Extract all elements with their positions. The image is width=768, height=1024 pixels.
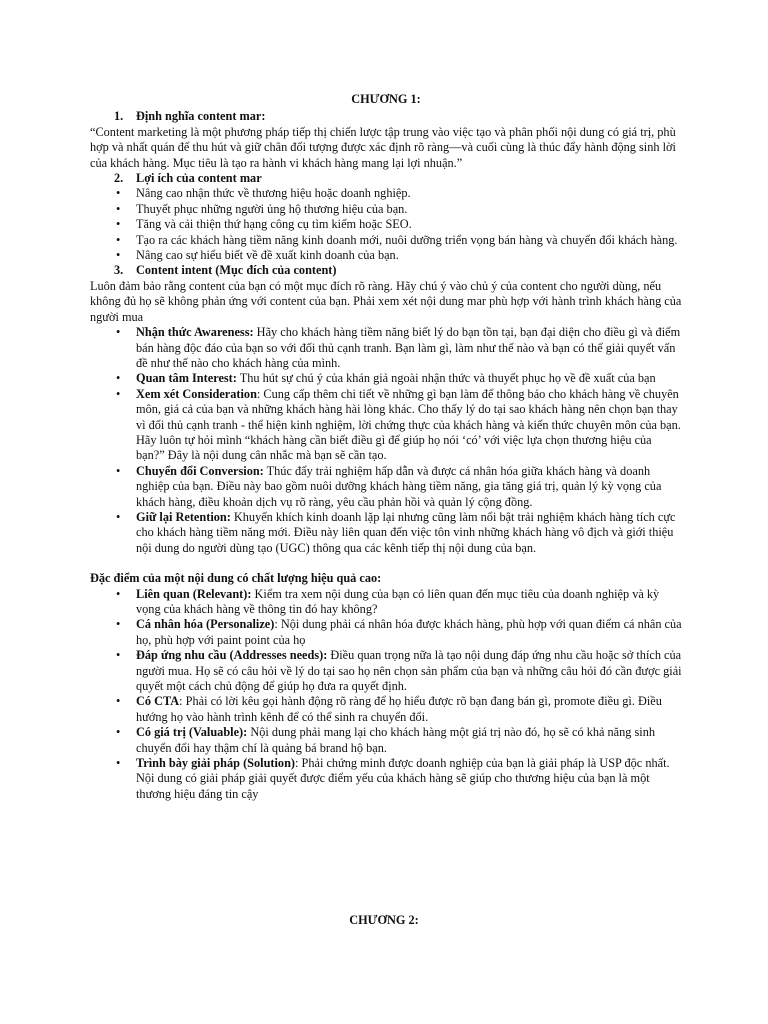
list-item: [116, 756, 682, 802]
list-item-term: Trình bày giải pháp (Solution): [136, 756, 296, 771]
list-item-term: Chuyển đổi Conversion:: [136, 463, 264, 478]
bullet-icon: •: [116, 756, 121, 771]
list-item-term: Có giá trị (Valuable):: [136, 725, 248, 740]
list-item-term: Quan tâm Interest:: [136, 371, 237, 386]
list-item-text: Hãy cho khách hàng tiềm năng biết lý do bạn tồn tại, bạn đại diện cho điều gì và điểm bán hàng độc đáo của bạn so với đối thủ cạnh tranh. Bạn làm gì, làm như thế nào và bạn có thể giải quyết vấn đề như thế nào cho khách hàng của mình.: [136, 325, 681, 370]
list-item-term: Đáp ứng nhu cầu (Addresses needs):: [136, 648, 328, 663]
list-item-text: Thu hút sự chú ý của khán giả ngoài nhận thức và thuyết phục họ về đề xuất của bạn: [236, 371, 656, 386]
list-item-text: : Phải có lời kêu gọi hành động rõ ràng để họ hiểu được rõ bạn đang bán gì, promote điều gì. Điều hướng họ vào hành trình kênh để có thể sinh ra chuyển đổi.: [136, 694, 662, 724]
list-item: • Thuyết phục những người ủng hộ thương hiệu của bạn.: [116, 201, 408, 216]
list-item: • Tạo ra các khách hàng tiềm năng kinh doanh mới, nuôi dưỡng triển vọng bán hàng và chuyển đổi khách hàng.: [116, 232, 678, 247]
bullet-icon: •: [116, 694, 121, 709]
section-3-heading: [90, 263, 682, 278]
bullet-icon: •: [116, 217, 121, 232]
bullet-icon: •: [116, 201, 121, 216]
list-item-text: Điều quan trọng nữa là tạo nội dung đáp ứng nhu cầu hoặc sở thích của người mua. Họ sẽ có câu hỏi về lý do tại sao họ nên chọn sản phẩm của bạn và những câu hỏi đó cần được giải quyết một cách chủ động để giúp họ đưa ra quyết định.: [136, 648, 682, 694]
list-item: [116, 725, 682, 756]
list-item-text: Kiểm tra xem nội dung của bạn có liên quan đến mục tiêu của doanh nghiệp và kỳ vọng của khách hàng về thông tin đó hay không?: [136, 586, 660, 616]
chapter-2-title: CHƯƠNG 2:: [349, 913, 419, 927]
section-2-heading: [90, 171, 682, 186]
section-1-number: 1.: [114, 109, 124, 124]
list-item: • Nâng cao sự hiểu biết về đề xuất kinh doanh của bạn.: [116, 248, 399, 263]
list-item-text: : Phải chứng minh được doanh nghiệp của bạn là giải pháp là USP độc nhất. Nội dung có giải pháp giải quyết được điểm yếu của khách hàng sẽ giúp cho thương hiệu của bạn là một thương hiệu đáng tin cậy: [136, 756, 670, 801]
list-item-term: Liên quan (Relevant):: [136, 586, 252, 601]
document-page: [90, 92, 682, 802]
bullet-icon: •: [116, 725, 121, 740]
list-item-term: Giữ lại Retention:: [136, 509, 231, 524]
section-2-heading-text: Lợi ích của content mar: [136, 171, 262, 186]
bullet-icon: •: [116, 509, 121, 524]
list-item-text: : Cung cấp thêm chi tiết về những gì bạn làm để thông báo cho khách hàng về chuyên môn, giá cả của bạn và những khách hàng hài lòng khác. Cho thấy lý do tại sao khách hàng nên chọn bạn thay vì đối thủ cạnh tranh - thể hiện kinh nghiệm, lời chứng thực của khách hàng và kiến thức chuyên môn của bạn. Hãy luôn tự hỏi mình “khách hàng cần biết điều gì để giúp họ nói ‘có’ với việc lựa chọn thương hiệu của bạn?” Đây là nội dung cân nhắc mà bạn sẽ cần tạo.: [136, 386, 681, 463]
quality-list: [90, 587, 682, 803]
list-item-term: Nhận thức Awareness:: [136, 325, 254, 340]
list-item: [116, 325, 682, 371]
bullet-icon: •: [116, 617, 121, 632]
spacer: [90, 556, 682, 571]
bullet-icon: •: [116, 586, 121, 601]
bullet-icon: •: [116, 186, 121, 201]
list-item: [116, 694, 682, 725]
quality-content-heading: Đặc điểm của một nội dung có chất lượng hiệu quả cao:: [90, 571, 382, 586]
list-item: [116, 648, 682, 694]
content-marketing-definition: “Content marketing là một phương pháp tiếp thị chiến lược tập trung vào việc tạo và phân phối nội dung có giá trị, phù hợp và nhất quán để thu hút và giữ chân đối tượng được xác định rõ ràng—và cuối cùng là thúc đẩy hành động sinh lời của khách hàng. Mục tiêu là tạo ra hành vi khách hàng mang lại lợi nhuận.”: [90, 124, 676, 170]
chapter-1-title: CHƯƠNG 1:: [351, 92, 421, 106]
bullet-icon: •: [116, 248, 121, 263]
section-1-heading: [90, 109, 682, 124]
list-item-text: Nội dung phải mang lại cho khách hàng một giá trị nào đó, họ sẽ có khả năng sinh chuyển đổi hay thậm chí là quảng bá brand hộ bạn.: [136, 725, 656, 755]
list-item: • Tăng và cải thiện thứ hạng công cụ tìm kiếm hoặc SEO.: [116, 217, 412, 232]
section-3-number: 3.: [114, 263, 124, 278]
list-item-term: Cá nhân hóa (Personalize): [136, 617, 275, 632]
bullet-icon: •: [116, 232, 121, 247]
list-item-term: Có CTA: [136, 694, 180, 709]
list-item-text: Khuyến khích kinh doanh lặp lại nhưng cũng làm nổi bật trải nghiệm khách hàng tích cực cho khách hàng tiềm năng mới. Điều này liên quan đến việc tôn vinh những khách hàng vô địch và giới thiệu nội dung do người dùng tạo (UGC) thông qua các kênh tiếp thị nội dung của bạn.: [136, 509, 676, 555]
list-item: [116, 463, 682, 510]
benefits-list: [90, 186, 682, 263]
list-item: • Nâng cao nhận thức về thương hiệu hoặc doanh nghiệp.: [116, 186, 411, 201]
section-3-heading-text: Content intent (Mục đích của content): [136, 263, 337, 278]
list-item: [116, 617, 682, 648]
list-item-text: : Nội dung phải cá nhân hóa được khách hàng, phù hợp với quan điểm cá nhân của họ, phù hợp với paint point của họ: [136, 617, 682, 647]
list-item: [116, 509, 682, 556]
section-1-heading-text: Định nghĩa content mar:: [136, 109, 266, 124]
bullet-icon: •: [116, 325, 121, 340]
content-intent-intro: Luôn đảm bảo rằng content của bạn có một mục đích rõ ràng. Hãy chú ý vào chủ ý của content cho người dùng, nếu không đủ họ sẽ không phản ứng với content của bạn. Phải xem xét nội dung mar phù hợp với hành trình khách hàng của người mua: [90, 278, 682, 324]
list-item-text: Thúc đẩy trải nghiệm hấp dẫn và được cá nhân hóa giữa khách hàng và doanh nghiệp của bạn. Điều này bao gồm nuôi dưỡng khách hàng tiềm năng, gia tăng giá trị, quản lý kỳ vọng của khách hàng, điều khoản dịch vụ rõ ràng, yêu cầu phản hồi và quản lý cộng đồng.: [136, 463, 662, 509]
bullet-icon: •: [116, 371, 121, 386]
bullet-icon: •: [116, 463, 121, 478]
intent-list: [90, 325, 682, 556]
list-item: [116, 586, 682, 618]
list-item: [116, 371, 682, 386]
list-item: [116, 386, 682, 464]
bullet-icon: •: [116, 386, 121, 401]
section-2-number: 2.: [114, 171, 124, 186]
list-item-term: Xem xét Consideration: [136, 386, 257, 401]
bullet-icon: •: [116, 648, 121, 663]
